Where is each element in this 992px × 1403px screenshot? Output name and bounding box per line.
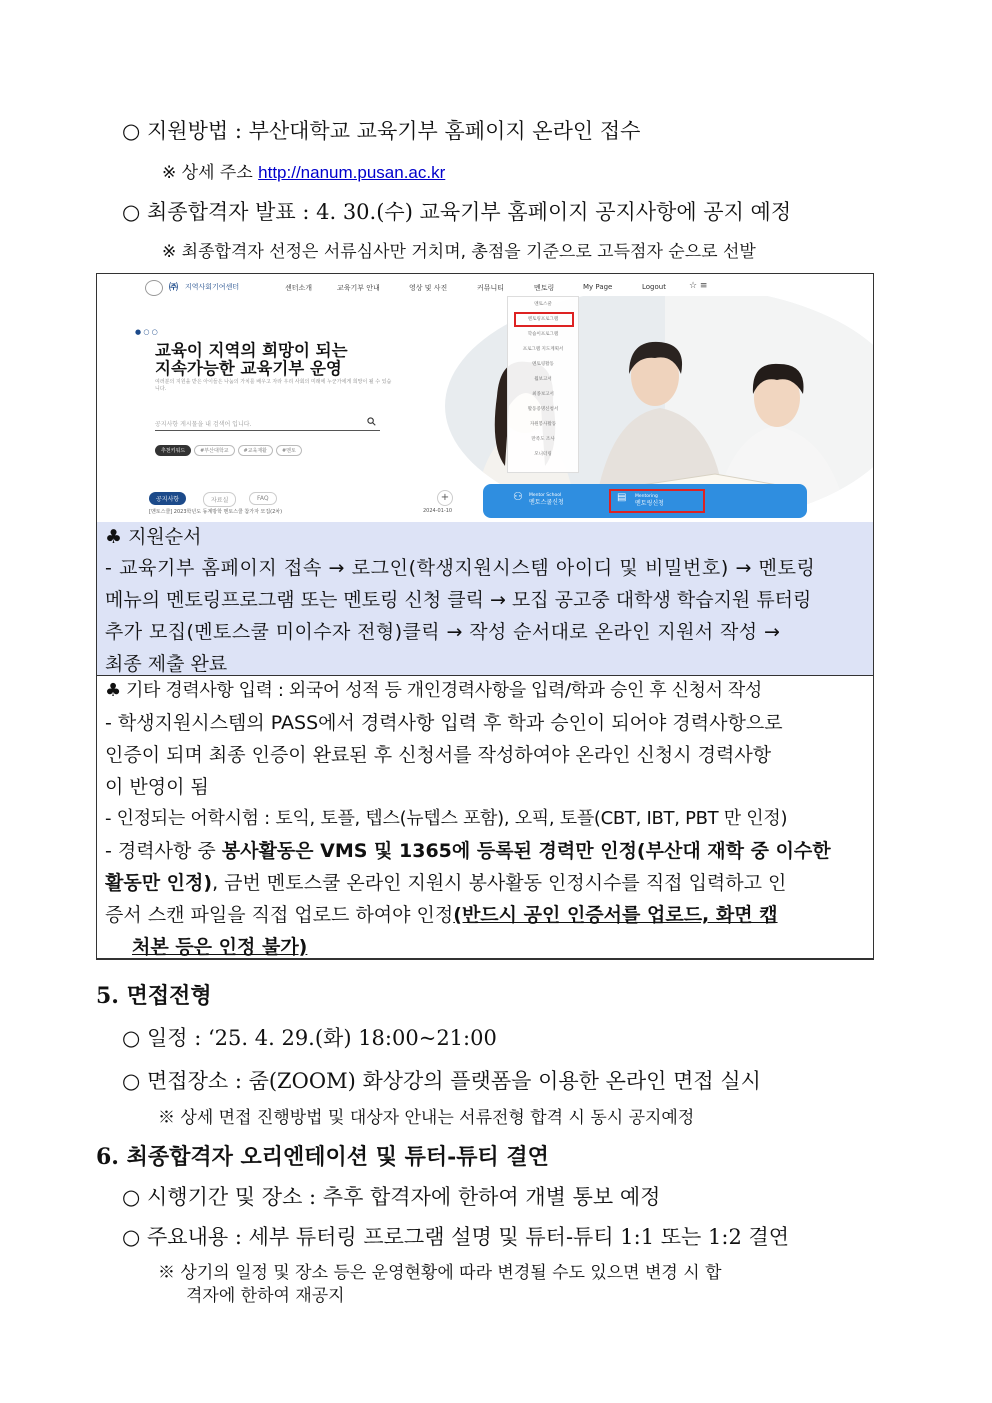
career-line [105, 900, 778, 927]
menu-item-mentoring[interactable]: 멘토링 [534, 284, 555, 292]
mentoring-dropdown-menu [507, 296, 579, 473]
dropdown-item-mentoring-program[interactable]: 멘토링프로그램 [527, 317, 559, 322]
university-logo-icon [145, 280, 163, 296]
application-steps-section [97, 522, 873, 676]
text-run: - 경력사항 중 [105, 840, 222, 862]
dropdown-item[interactable]: 만족도 조사 [531, 437, 555, 442]
interview-note: ※ 상세 면접 진행방법 및 대상자 안내는 서류전형 합격 시 동시 공지예정 [158, 1108, 695, 1128]
steps-line: 추가 모집(멘토스쿨 미이수자 전형)클릭 → 작성 순서대로 온라인 지원서 작성 → [105, 621, 781, 643]
career-line [132, 932, 307, 959]
steps-line: 메뉴의 멘토링프로그램 또는 멘토링 신청 클릭 → 모집 공고중 대학생 학습지원 튜터링 [105, 589, 812, 611]
info-box [96, 522, 874, 959]
career-section [97, 676, 873, 958]
orientation-note-cont: 격자에 한하여 재공지 [186, 1286, 345, 1306]
menu-item-logout[interactable]: Logout [642, 283, 666, 291]
person-icon: ⚇ [513, 490, 523, 503]
dropdown-item[interactable]: 모니터링 [534, 452, 552, 457]
hero-title-line: 교육이 지역의 희망이 되는 [155, 341, 348, 360]
dropdown-item[interactable]: 학습이프로그램 [527, 332, 559, 337]
dropdown-item[interactable]: 월보고서 [534, 377, 552, 382]
dropdown-item[interactable]: 멘토스쿨 [534, 302, 552, 307]
career-line: 인증이 되며 최종 인증이 완료된 후 신청서를 작성하여야 온라인 신청시 경력사항 [105, 744, 772, 766]
keyword-tag[interactable]: #부산대학교 [194, 445, 234, 456]
section-title: ♣ 지원순서 [105, 526, 202, 548]
box-bottom-rule [96, 957, 874, 960]
hero-description: 여러분의 지원을 받은 아이들은 나눔의 가치를 배우고 자라 우리 사회의 미래에 누군가에게 희망이 될 수 있습니다. [155, 379, 392, 392]
search-placeholder: 공지사항 게시물을 내 검색어 입니다. [155, 421, 252, 428]
career-line: - 학생지원시스템의 PASS에서 경력사항 입력 후 학과 승인이 되어야 경력사항으로 [105, 712, 783, 734]
section-5-heading: 5. 면접전형 [96, 983, 212, 1009]
mentor-school-apply-button[interactable] [513, 492, 564, 506]
keyword-tags [155, 437, 305, 454]
orientation-period: ○ 시행기간 및 장소 : 추후 합격자에 한하여 개별 통보 예정 [122, 1185, 661, 1209]
interview-place: ○ 면접장소 : 줌(ZOOM) 화상강의 플랫폼을 이용한 온라인 면접 실시 [122, 1069, 761, 1093]
carousel-dots[interactable]: ● ○ ○ [135, 328, 158, 336]
apply-buttons-panel [483, 484, 807, 518]
hero-title [155, 342, 348, 378]
hero-photo [415, 296, 873, 506]
notice-panel [145, 486, 461, 518]
search-icon[interactable] [367, 417, 376, 426]
homepage-link[interactable]: http://nanum.pusan.ac.kr [258, 163, 446, 182]
hero-title-line: 지속가능한 교육기부 운영 [155, 359, 342, 378]
tab-resources[interactable]: 자료실 [203, 492, 236, 507]
steps-line: 최종 제출 완료 [105, 653, 228, 675]
career-line: 이 반영이 됨 [105, 776, 209, 798]
notice-item[interactable]: [멘토스쿨] 2023학년도 동계방학 멘토스쿨 참가자 모집(2차) [149, 509, 283, 515]
dropdown-item[interactable]: 최종보고서 [532, 392, 554, 397]
section-title: ♣ 기타 경력사항 입력 : 외국어 성적 등 개인경력사항을 입력/학과 승인 후 신청서 작성 [105, 680, 762, 701]
bold-underline-text: 처본 등은 인정 불가) [132, 936, 308, 958]
tab-faq[interactable]: FAQ [249, 492, 277, 505]
more-plus-icon[interactable]: + [437, 490, 453, 506]
bold-text: 활동만 인정) [105, 872, 213, 894]
keyword-tag[interactable]: #교육재활 [238, 445, 274, 456]
orientation-content: ○ 주요내용 : 세부 튜터링 프로그램 설명 및 튜터-튜티 1:1 또는 1:2 결연 [122, 1225, 790, 1249]
career-line [105, 836, 831, 863]
keyword-tag[interactable]: #멘토 [276, 445, 302, 456]
search-input[interactable] [155, 416, 380, 431]
dropdown-item[interactable]: 자원봉사활동 [529, 422, 557, 427]
bold-text: 봉사활동은 VMS 및 1365에 등록된 경력만 인정(부산대 재학 중 이수한 [221, 840, 831, 862]
steps-line: - 교육기부 홈페이지 접속 → 로그인(학생지원시스템 아이디 및 비밀번호) → 멘토링 [105, 557, 816, 579]
keyword-tag: 추천키워드 [155, 445, 191, 456]
section-6-heading: 6. 최종합격자 오리엔테이션 및 튜터-튜티 결연 [96, 1144, 549, 1170]
document-icon: ▤ [617, 492, 627, 503]
career-line [105, 868, 786, 895]
brand-name[interactable]: 지역사회기여센터 [185, 283, 240, 291]
button-label: 멘토링신청 [635, 500, 664, 507]
center-logo-mark: ㈜ [169, 283, 179, 293]
final-note: ※ 최종합격자 선정은 서류심사만 거치며, 총점을 기준으로 고득점자 순으로 선발 [162, 242, 756, 262]
notice-date: 2024-01-10 [423, 508, 453, 514]
career-line: - 인정되는 어학시험 : 토익, 토플, 텝스(뉴텝스 포함), 오픽, 토플(CBT, IBT, PBT 만 인정) [105, 808, 788, 829]
interview-schedule: ○ 일정 : ‘25. 4. 29.(화) 18:00~21:00 [122, 1026, 497, 1050]
menu-item[interactable]: 교육기부 안내 [337, 284, 380, 292]
dropdown-item[interactable]: 활동증명신청서 [527, 407, 559, 412]
bold-underline-text: (반드시 공인 인증서를 업로드, 화면 캡 [453, 904, 778, 926]
tab-notice[interactable]: 공지사항 [149, 492, 186, 505]
address-note [162, 158, 445, 183]
orientation-note: ※ 상기의 일정 및 장소 등은 운영현황에 따라 변경될 수도 있으면 변경 시 합 [158, 1263, 722, 1283]
menu-item[interactable]: 센터소개 [285, 284, 313, 292]
menu-item-mypage[interactable]: My Page [583, 283, 613, 291]
address-prefix: ※ 상세 주소 [162, 163, 259, 183]
mentoring-apply-button[interactable] [609, 489, 705, 513]
menu-item[interactable]: 영상 및 사진 [409, 284, 448, 292]
button-sub-label: Mentor School [529, 493, 562, 498]
dropdown-item[interactable]: 프로그램 지도계획서 [522, 347, 564, 352]
website-screenshot [96, 273, 874, 524]
apply-method-line: ○ 지원방법 : 부산대학교 교육기부 홈페이지 온라인 접수 [122, 119, 641, 143]
nav-icons[interactable]: ☆ ≡ [689, 281, 708, 291]
button-sub-label: Mentoring [635, 494, 658, 499]
button-label: 멘토스쿨신청 [529, 499, 564, 506]
final-announce-line: ○ 최종합격자 발표 : 4. 30.(수) 교육기부 홈페이지 공지사항에 공지 예정 [122, 200, 792, 224]
menu-item[interactable]: 커뮤니티 [477, 284, 505, 292]
text-run: 증서 스캔 파일을 직접 업로드 하여야 인정 [105, 904, 454, 926]
text-run: , 금번 멘토스쿨 온라인 지원시 봉사활동 인정시수를 직접 입력하고 인 [212, 872, 787, 894]
dropdown-item[interactable]: 멘토링활동 [532, 362, 554, 367]
